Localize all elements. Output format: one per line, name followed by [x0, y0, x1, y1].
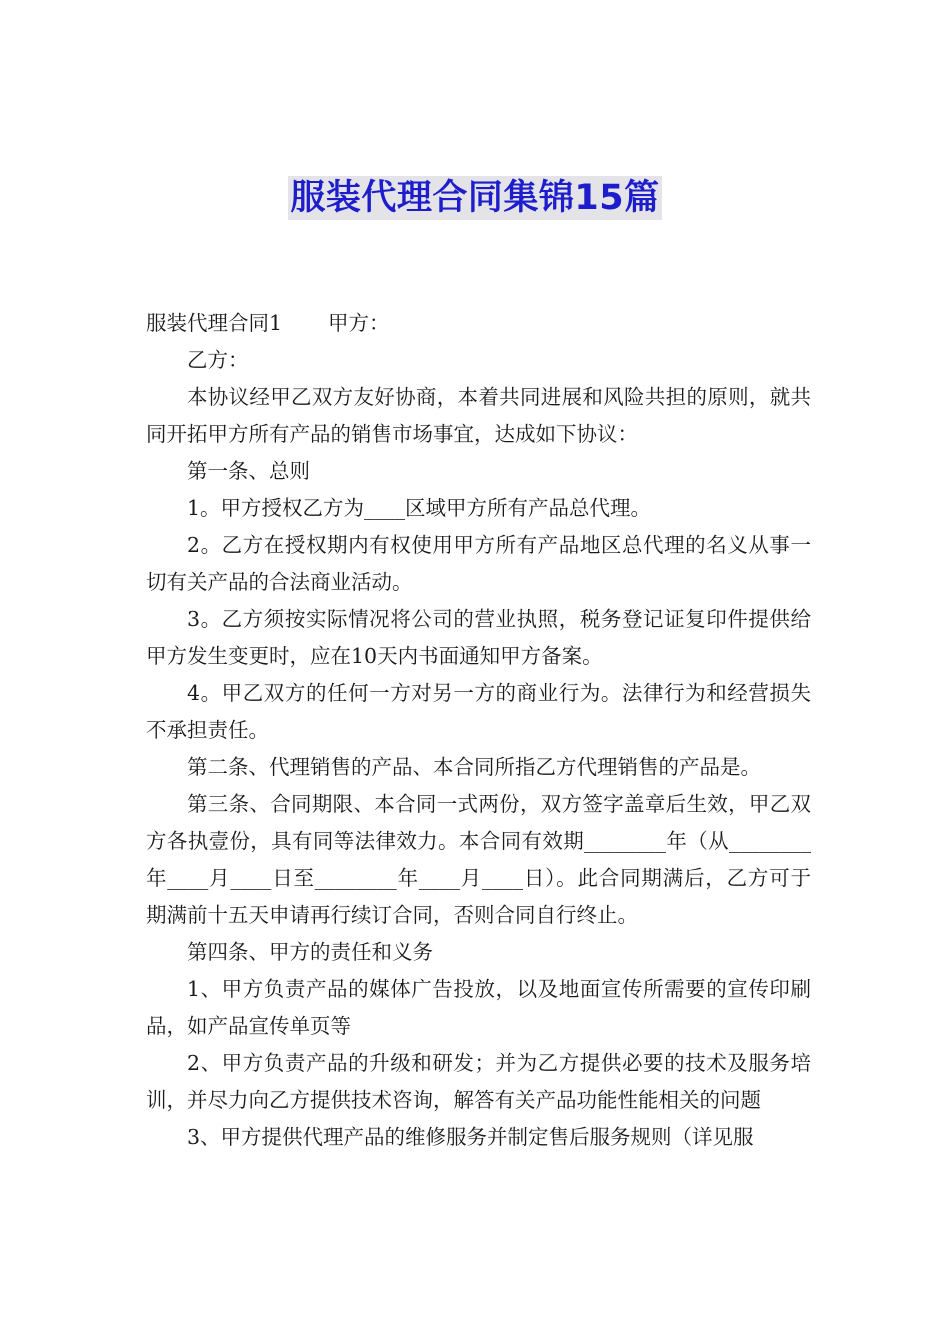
- paragraph: 2、甲方负责产品的升级和研发；并为乙方提供必要的技术及服务培训，并尽力向乙方提供技术咨询，解答有关产品功能性能相关的问题: [146, 1051, 811, 1112]
- paragraph: 1。甲方授权乙方为____区域甲方所有产品总代理。: [187, 496, 652, 520]
- paragraph: 本协议经甲乙双方友好协商，本着共同进展和风险共担的原则，就共同开拓甲方所有产品的销售市场事宜，达成如下协议：: [146, 385, 811, 446]
- paragraph: 2。乙方在授权期内有权使用甲方所有产品地区总代理的名义从事一切有关产品的合法商业活动。: [146, 533, 811, 594]
- contract-number-label: 服装代理合同1: [146, 311, 283, 335]
- section-heading: 第四条、甲方的责任和义务: [187, 940, 433, 964]
- section-heading: 第一条、总则: [187, 459, 310, 483]
- paragraph: 4。甲乙双方的任何一方对另一方的商业行为。法律行为和经营损失不承担责任。: [146, 681, 811, 742]
- contract-heading: [146, 305, 811, 342]
- title-area: [0, 176, 950, 220]
- paragraph: 1、甲方负责产品的媒体广告投放，以及地面宣传所需要的宣传印刷品，如产品宣传单页等: [146, 977, 811, 1038]
- paragraph: 3。乙方须按实际情况将公司的营业执照，税务登记证复印件提供给甲方发生变更时，应在10天内书面通知甲方备案。: [146, 607, 811, 668]
- document-body: [146, 305, 811, 1156]
- document-title: 服装代理合同集锦15篇: [290, 178, 660, 218]
- paragraph: 3、甲方提供代理产品的维修服务并制定售后服务规则（详见服: [187, 1125, 754, 1149]
- party-a-label: 甲方：: [328, 311, 390, 335]
- paragraph: 乙方：: [187, 348, 249, 372]
- section-heading: 第三条、合同期限、本合同一式两份，双方签字盖章后生效，甲乙双方各执壹份，具有同等法律效力。本合同有效期________年（从________年____月____日至________年____月____日）。此合同期满后，乙方可于期满前十五天申请再行续订合同，否则合同自行终止。: [146, 792, 811, 927]
- section-heading: 第二条、代理销售的产品、本合同所指乙方代理销售的产品是。: [187, 755, 761, 779]
